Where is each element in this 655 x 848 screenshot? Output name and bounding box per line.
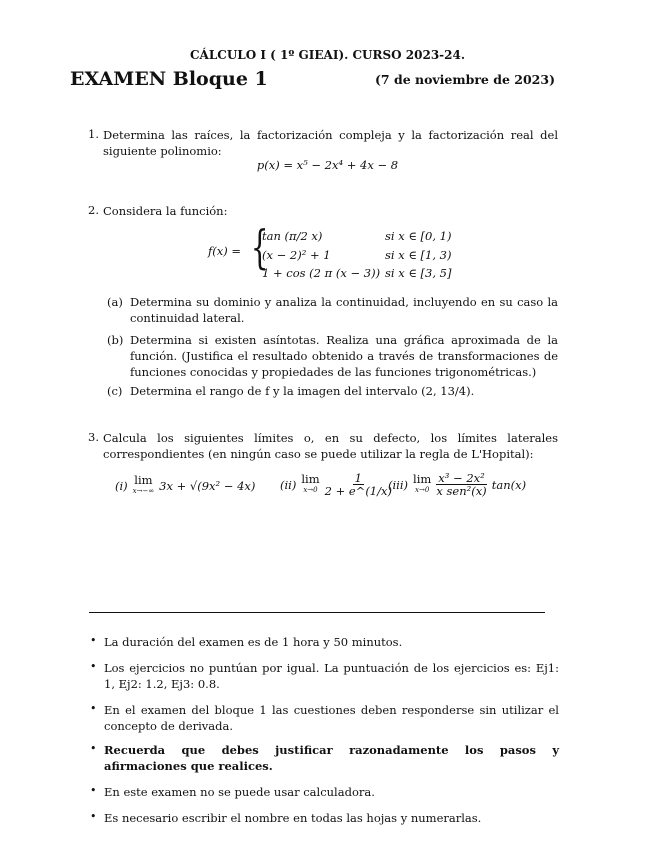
part-a-text: Determina su dominio y analiza la continuidad, incluyendo en su caso la continuidad lateral. bbox=[130, 295, 558, 325]
bullet-6: • bbox=[90, 810, 97, 823]
divider-rule bbox=[89, 612, 545, 613]
piecewise-case-2-expr: (x − 2)² + 1 bbox=[262, 248, 331, 262]
bullet-5: • bbox=[90, 784, 97, 797]
piecewise-case-3-cond: si x ∈ [3, 5] bbox=[385, 266, 452, 280]
limit-ii-operator: lim x→0 bbox=[301, 471, 320, 494]
course-header: CÁLCULO I ( 1º GIEAI). CURSO 2023-24. bbox=[189, 48, 466, 62]
note-6: Es necesario escribir el nombre en todas las hojas y numerarlas. bbox=[104, 811, 482, 825]
limit-i bbox=[115, 475, 255, 497]
limit-ii-label: (ii) bbox=[280, 477, 297, 492]
piecewise-brace: { bbox=[250, 220, 269, 274]
exercise-3-text: Calcula los siguientes límites o, en su defecto, los límites laterales correspondientes (en ningún caso se puede utilizar la regla de L'Hopital): bbox=[103, 431, 558, 461]
piecewise-case-3-expr: 1 + cos (2 π (x − 3)) bbox=[262, 266, 381, 280]
note-2: Los ejercicios no puntúan por igual. La puntuación de los ejercicios es: Ej1: 1, Ej2: 1.2, Ej3: 0.8. bbox=[104, 661, 559, 691]
exercise-1-text: Determina las raíces, la factorización compleja y la factorización real del siguiente polinomio: bbox=[103, 128, 558, 158]
limit-ii-fraction: $\frac{1}{2 + e\^{}(1/x)}$ bbox=[324, 471, 392, 498]
bullet-2: • bbox=[90, 660, 97, 673]
limit-iii-label: (iii) bbox=[388, 477, 409, 492]
limit-ii bbox=[280, 472, 392, 497]
part-b-text: Determina si existen asíntotas. Realiza una gráfica aproximada de la función. (Justifica el resultado obtenido a través de transformaciones de funciones conocidas y propiedades de las funciones trigonométricas.) bbox=[130, 333, 558, 379]
piecewise-case-1-expr: tan (π/2 x) bbox=[262, 229, 323, 243]
bullet-4: • bbox=[90, 742, 97, 755]
part-b-label: (b) bbox=[107, 333, 124, 347]
exam-title: EXAMEN Bloque 1 bbox=[70, 68, 268, 90]
limit-iii-fraction: $\frac{\text{x³ − 2x²}}{\text{x sen²(x)}}$ bbox=[436, 471, 487, 498]
limit-iii-operator: lim x→0 bbox=[413, 471, 432, 494]
exercise-2-number: 2. bbox=[88, 203, 99, 217]
limit-i-expr: 3x + √(9x² − 4x) bbox=[159, 479, 256, 493]
exercise-3-number: 3. bbox=[88, 430, 99, 444]
note-5: En este examen no se puede usar calculadora. bbox=[104, 785, 375, 799]
limit-iii-tail: tan(x) bbox=[491, 477, 527, 492]
part-c-text: Determina el rango de f y la imagen del intervalo (2, 13/4). bbox=[130, 384, 475, 398]
note-1: La duración del examen es de 1 hora y 50 minutos. bbox=[104, 635, 403, 649]
piecewise-case-1-cond: si x ∈ [0, 1) bbox=[385, 229, 452, 243]
exercise-2-text: Considera la función: bbox=[103, 204, 228, 218]
exercise-1-formula: p(x) = x⁵ − 2x⁴ + 4x − 8 bbox=[256, 158, 399, 172]
limit-i-label: (i) bbox=[115, 479, 128, 493]
note-4: Recuerda que debes justificar razonadamente los pasos y afirmaciones que realices. bbox=[104, 743, 559, 773]
note-3: En el examen del bloque 1 las cuestiones deben responderse sin utilizar el concepto de derivada. bbox=[104, 703, 559, 733]
function-name: f(x) = bbox=[208, 244, 242, 258]
piecewise-case-2-cond: si x ∈ [1, 3) bbox=[385, 248, 452, 262]
bullet-1: • bbox=[90, 634, 97, 647]
part-c-label: (c) bbox=[107, 384, 123, 398]
bullet-3: • bbox=[90, 702, 97, 715]
limit-iii bbox=[388, 472, 526, 497]
part-a-label: (a) bbox=[107, 295, 123, 309]
exercise-1-number: 1. bbox=[88, 127, 99, 141]
limit-i-operator: lim x→−∞ bbox=[132, 473, 155, 495]
exam-date: (7 de noviembre de 2023) bbox=[374, 72, 555, 87]
